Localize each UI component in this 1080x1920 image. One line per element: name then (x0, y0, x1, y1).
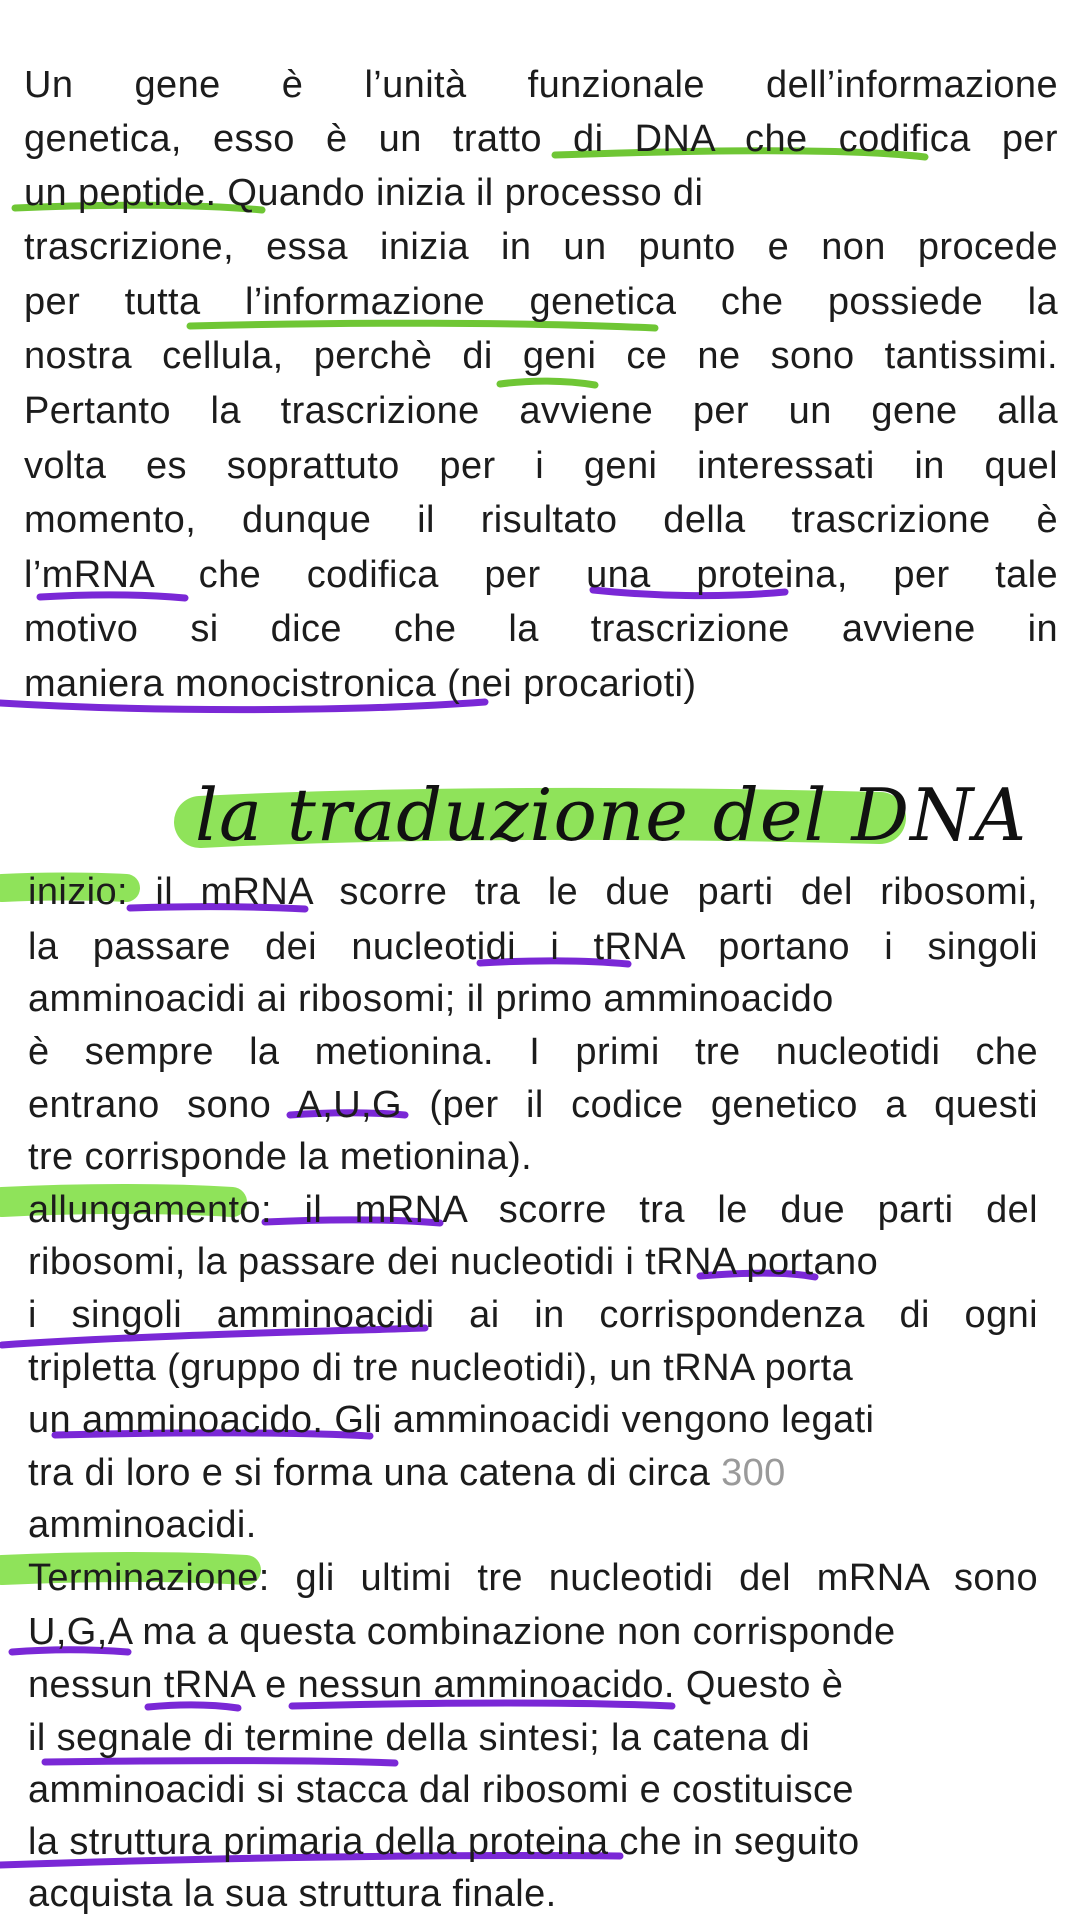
text-line: i singoli amminoacidi ai in corrispondenza di ogni (28, 1294, 1038, 1336)
text-line: nessun tRNA e nessun amminoacido. Questo è (28, 1664, 844, 1706)
text-line: momento, dunque il risultato della trascrizione è (24, 499, 1058, 541)
text-line: nostra cellula, perchè di geni ce ne sono tantissimi. (24, 335, 1058, 377)
text-line: per tutta l’informazione genetica che possiede la (24, 281, 1058, 323)
text-line: tre corrisponde la metionina). (28, 1136, 533, 1178)
text-line: Terminazione: gli ultimi tre nucleotidi del mRNA sono (28, 1557, 1038, 1599)
text-line: amminoacidi ai ribosomi; il primo amminoacido (28, 978, 834, 1020)
text-line: tripletta (gruppo di tre nucleotidi), un tRNA porta (28, 1347, 854, 1389)
text-line: la passare dei nucleotidi i tRNA portano i singoli (28, 926, 1038, 968)
text-line: la struttura primaria della proteina che in seguito (28, 1821, 860, 1863)
text-line: maniera monocistronica (nei procarioti) (24, 663, 697, 705)
text-line: inizio: il mRNA scorre tra le due parti del ribosomi, (28, 871, 1038, 913)
text-line: Pertanto la trascrizione avviene per un gene alla (24, 390, 1058, 432)
text-line: allungamento: il mRNA scorre tra le due parti del (28, 1189, 1038, 1231)
text-line: entrano sono A,U,G (per il codice genetico a questi (28, 1084, 1038, 1126)
underline-geni (500, 381, 595, 385)
text-line: genetica, esso è un tratto di DNA che codifica per (24, 118, 1058, 160)
text-line: trascrizione, essa inizia in un punto e non procede (24, 226, 1058, 268)
text-line: amminoacidi. (28, 1504, 257, 1546)
text-line: Un gene è l’unità funzionale dell’informazione (24, 64, 1058, 106)
text-line: è sempre la metionina. I primi tre nucleotidi che (28, 1031, 1038, 1073)
text-line: un amminoacido. Gli amminoacidi vengono legati (28, 1399, 875, 1441)
text-line: volta es soprattuto per i geni interessati in quel (24, 445, 1058, 487)
text-line: ribosomi, la passare dei nucleotidi i tRNA portano (28, 1241, 879, 1283)
text-line: l’mRNA che codifica per una proteina, per tale (24, 554, 1058, 596)
line-text: tra di loro e si forma una catena di circa (28, 1452, 711, 1494)
text-line: acquista la sua struttura finale. (28, 1873, 557, 1915)
text-line: amminoacidi si stacca dal ribosomi e costituisce (28, 1769, 854, 1811)
text-line (28, 1451, 1038, 1495)
text-line: motivo si dice che la trascrizione avviene in (24, 608, 1058, 650)
underline-segnale-di-termine (45, 1761, 395, 1763)
text-line: un peptide. Quando inizia il processo di (24, 172, 704, 214)
text-line: il segnale di termine della sintesi; la catena di (28, 1717, 811, 1759)
number-value: 300 (721, 1452, 786, 1494)
section-heading: la traduzione del DNA (195, 773, 1028, 857)
text-line: U,G,A ma a questa combinazione non corrisponde (28, 1611, 896, 1653)
